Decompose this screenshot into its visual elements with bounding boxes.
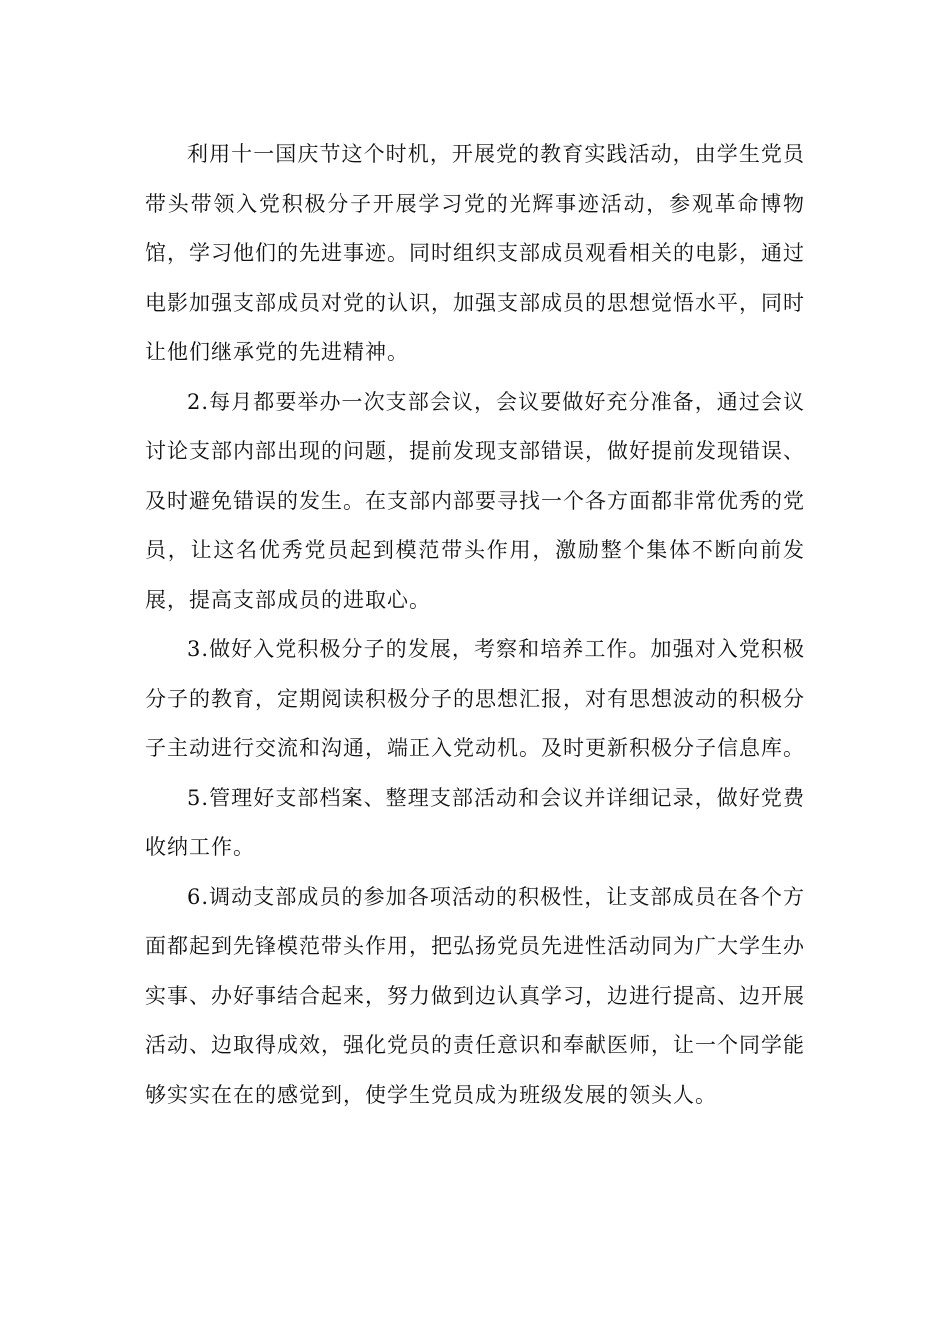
document-body — [145, 130, 805, 1120]
paragraph-item-5: 5.管理好支部档案、整理支部活动和会议并详细记录，做好党费收纳工作。 — [145, 785, 805, 859]
paragraph-item-2: 2.每月都要举办一次支部会议，会议要做好充分准备，通过会议讨论支部内部出现的问题，提前发现支部错误，做好提前发现错误、及时避免错误的发生。在支部内部要寻找一个各方面都非常优秀的党员，让这名优秀党员起到模范带头作用，激励整个集体不断向前发展，提高支部成员的进取心。 — [145, 389, 805, 612]
paragraph-item-3: 3.做好入党积极分子的发展，考察和培养工作。加强对入党积极分子的教育，定期阅读积极分子的思想汇报，对有思想波动的积极分子主动进行交流和沟通，端正入党动机。及时更新积极分子信息库。 — [145, 637, 805, 760]
paragraph-intro: 利用十一国庆节这个时机，开展党的教育实践活动，由学生党员带头带领入党积极分子开展学习党的光辉事迹活动，参观革命博物馆，学习他们的先进事迹。同时组织支部成员观看相关的电影，通过电影加强支部成员对党的认识，加强支部成员的思想觉悟水平，同时让他们继承党的先进精神。 — [145, 142, 805, 364]
paragraph-item-6: 6.调动支部成员的参加各项活动的积极性，让支部成员在各个方面都起到先锋模范带头作用，把弘扬党员先进性活动同为广大学生办实事、办好事结合起来，努力做到边认真学习，边进行提高、边开展活动、边取得成效，强化党员的责任意识和奉献医师，让一个同学能够实实在在的感觉到，使学生党员成为班级发展的领头人。 — [145, 884, 805, 1107]
